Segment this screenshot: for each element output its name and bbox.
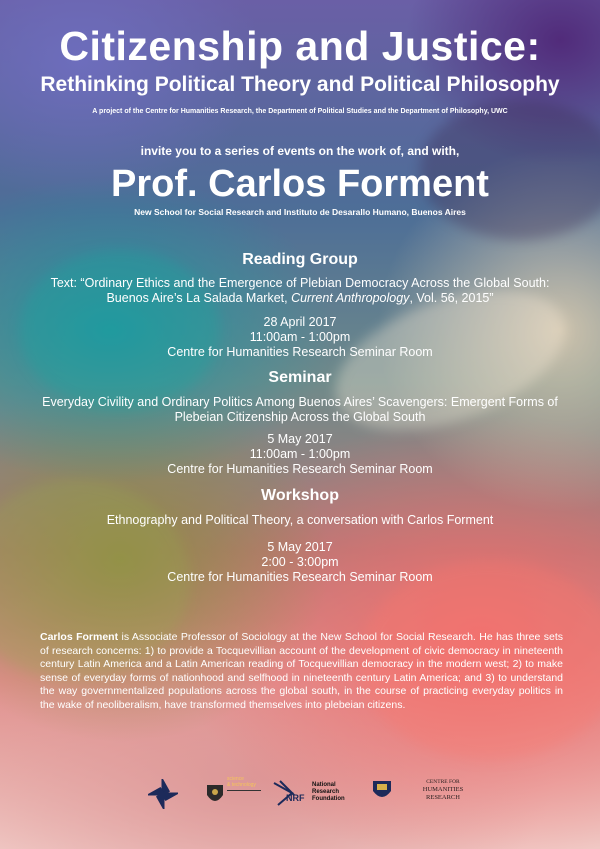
seminar-date: 5 May 2017 [267, 432, 333, 446]
poster-title: Citizenship and Justice: [59, 23, 541, 69]
dst-line2: & technology [227, 782, 256, 788]
university-crest-icon [372, 779, 392, 803]
project-line: A project of the Centre for Humanities Research, the Department of Political Studies and the Department of Philosophy, UWC [92, 108, 508, 115]
chr-line3: RESEARCH [426, 794, 460, 801]
nrf-line3: Foundation [312, 796, 345, 802]
chr-line1: CENTRE FOR [426, 779, 460, 785]
bio-text: is Associate Professor of Sociology at the New School for Social Research. He has three sets of research concerns: 1) to provide a Tocquevillian account of the development of civic democracy in nineteenth century Latin America and a Latin American reading of Tocquevillian democracy in the modern west; 2) to make sense of everyday forms of nationhood and selfhood in nineteenth century Latin America; and 3) to understand the way governmentalized populations across the global south, in the course of practicing everyday politics in the wake of neoliberalism, have transformed themselves into plebeian citizens. [40, 631, 563, 711]
reading-group-date: 28 April 2017 [263, 315, 337, 329]
dst-logo [205, 775, 265, 811]
dst-divider [227, 790, 261, 791]
reading-group-heading: Reading Group [242, 251, 358, 268]
workshop-venue: Centre for Humanities Research Seminar Room [167, 570, 433, 584]
reading-group-time: 11:00am - 1:00pm [249, 330, 351, 344]
chr-logo [413, 779, 473, 809]
seminar-venue: Centre for Humanities Research Seminar Room [167, 462, 433, 476]
speaker-bio [40, 631, 563, 712]
seminar-text: Everyday Civility and Ordinary Politics Among Buenos Aires’ Scavengers: Emergent Forms of Plebeian Citizenship Across the Global South [42, 395, 558, 424]
reading-group-venue: Centre for Humanities Research Seminar Room [167, 345, 433, 359]
seminar-details [0, 432, 600, 477]
bio-name: Carlos Forment [40, 631, 119, 643]
speaker-affiliation: New School for Social Research and Instituto de Desarallo Humano, Buenos Aires [134, 207, 466, 217]
poster-subtitle: Rethinking Political Theory and Political Philosophy [40, 73, 560, 96]
nrf-logo [272, 779, 352, 815]
dst-line1: science [227, 776, 244, 782]
chr-line2: HUMANITIES [422, 786, 464, 793]
workshop-text: Ethnography and Political Theory, a conversation with Carlos Forment [106, 513, 494, 527]
reading-group-text-suffix: , Vol. 56, 2015” [409, 291, 494, 305]
uwc-emblem-icon [148, 779, 178, 809]
seminar-heading: Seminar [268, 369, 332, 386]
invite-line: invite you to a series of events on the work of, and with, [140, 144, 460, 158]
nrf-line1: National [312, 782, 336, 788]
speaker-name: Prof. Carlos Forment [111, 163, 489, 205]
logo-strip [0, 775, 600, 815]
reading-group-text [40, 276, 560, 306]
nrf-short: NRF [286, 793, 305, 803]
workshop-details [0, 540, 600, 585]
workshop-heading: Workshop [261, 487, 339, 504]
seminar-time: 11:00am - 1:00pm [249, 447, 351, 461]
reading-group-text-prefix: Text: “Ordinary Ethics and the Emergence of Plebian Democracy Across the Global South: Buenos Aire’s La Salada Market, [50, 276, 550, 305]
reading-group-journal: Current Anthropology [291, 291, 410, 305]
workshop-date: 5 May 2017 [267, 540, 333, 554]
coat-of-arms-icon [205, 781, 225, 807]
reading-group-details [0, 315, 600, 360]
nrf-line2: Research [312, 789, 340, 795]
workshop-time: 2:00 - 3:00pm [261, 555, 339, 569]
